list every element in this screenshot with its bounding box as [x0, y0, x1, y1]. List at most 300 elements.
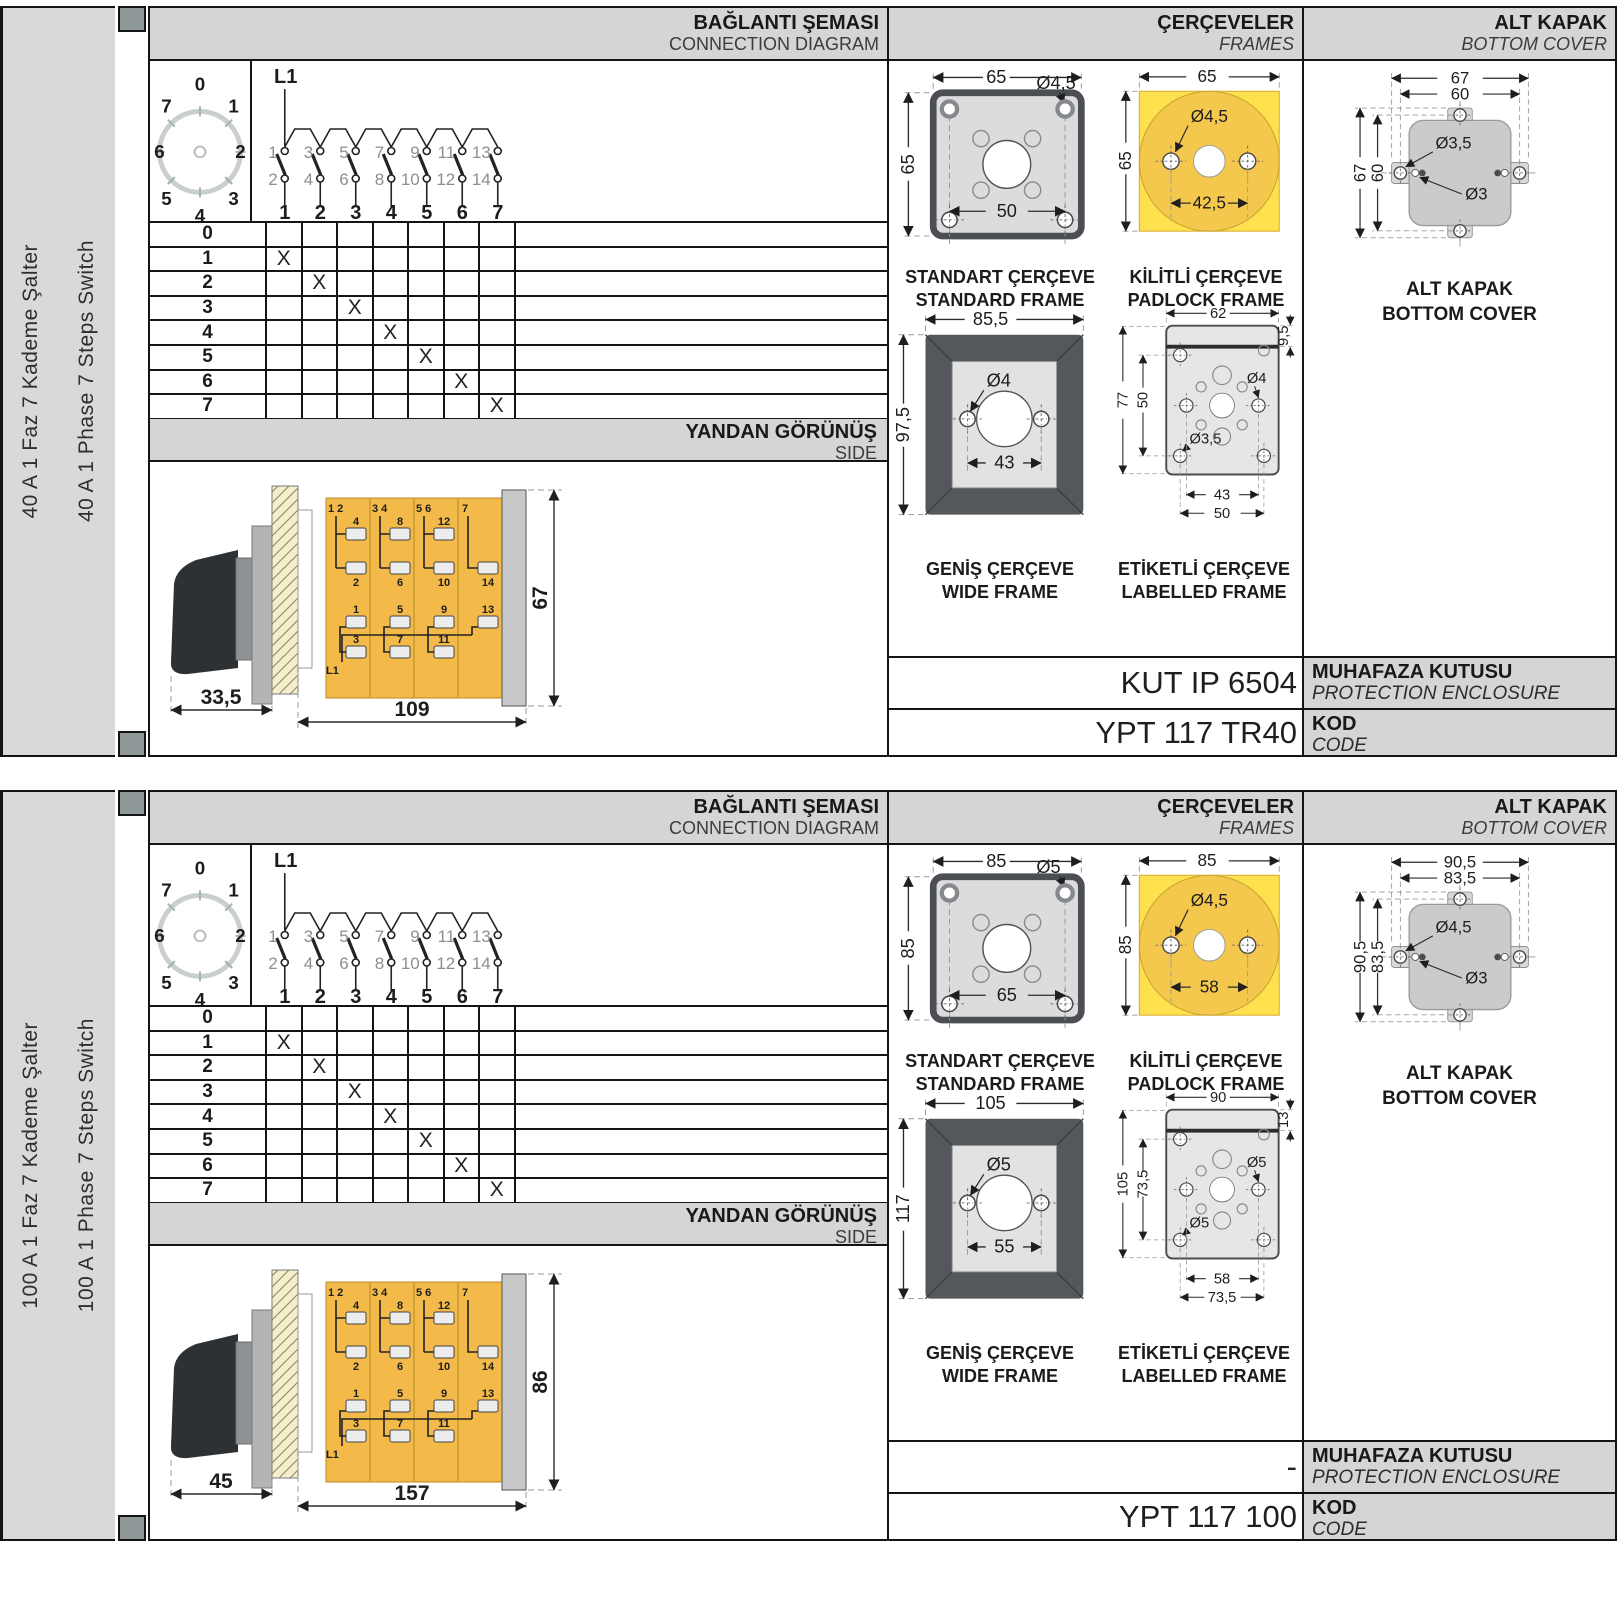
terminal-num: 8 [396, 1300, 404, 1312]
table-row [150, 395, 887, 420]
padlock-frame-drawing [1115, 66, 1300, 251]
dial-position-label: 2 [235, 924, 246, 946]
rotary-dial-cell [150, 61, 252, 221]
product-name-en: 40 A 1 Phase 7 Steps Switch [75, 240, 98, 523]
header-bottom-cover [1304, 792, 1615, 843]
feed-label: L1 [274, 66, 298, 88]
table-cell [480, 223, 516, 246]
terminal-number: 1 [268, 143, 278, 162]
terminal-number: 3 [303, 927, 314, 946]
caption-en: STANDARD FRAME [915, 289, 1085, 310]
caption-tr: KİLİTLİ ÇERÇEVE [1129, 1051, 1283, 1071]
table-row [150, 223, 887, 248]
table-cell [374, 1081, 410, 1104]
table-cell [409, 1007, 445, 1030]
dim-hole-tr: Ø5 [1246, 1155, 1267, 1172]
terminal-num: 14 [481, 577, 495, 589]
product-name-tr: 100 A 1 Faz 7 Kademe Şalter [19, 1022, 42, 1309]
header-frames-tr: ÇERÇEVELER [1157, 12, 1294, 34]
contact-mark: X [480, 395, 516, 418]
terminal-number: 5 [339, 143, 349, 162]
table-cell [303, 1155, 339, 1178]
caption-tr: ETİKETLİ ÇERÇEVE [1117, 559, 1291, 579]
terminal-num: 12 [437, 1300, 451, 1312]
terminal-num: 2 [352, 1361, 360, 1373]
table-cell [445, 1032, 481, 1055]
connection-schematic [252, 845, 887, 1005]
table-cell [338, 1155, 374, 1178]
position-contact-table [150, 1005, 887, 1204]
position-label: 4 [150, 321, 267, 344]
terminal-number: 6 [339, 170, 349, 189]
terminal-number: 2 [268, 170, 278, 189]
shaft-hole [977, 391, 1032, 446]
terminal-number: 14 [471, 170, 491, 189]
registration-mark-bottom [118, 1515, 146, 1541]
dim-outer-h: 90,5 [1350, 940, 1370, 974]
table-cell [303, 223, 339, 246]
contact-column-number: 3 [350, 202, 362, 221]
side-view-title-en: SIDE [834, 443, 877, 463]
header-cover-en: BOTTOM COVER [1461, 34, 1607, 54]
position-label: 5 [150, 1130, 267, 1153]
terminal-num: 3 [352, 1418, 360, 1430]
column-divider-right [1302, 792, 1304, 1539]
dim-frame-inner: 65 [996, 984, 1017, 1005]
table-cell [480, 1081, 516, 1104]
caption-en: WIDE FRAME [942, 1365, 1058, 1386]
enclosure-label-tr: MUHAFAZA KUTUSU [1312, 661, 1513, 683]
table-cell [409, 1155, 445, 1178]
table-cell [303, 1007, 339, 1030]
header-connection-diagram [150, 8, 887, 59]
side-view-header [150, 1203, 887, 1246]
terminal-num: 2 [352, 577, 360, 589]
table-cell [480, 1155, 516, 1178]
table-row [150, 1032, 887, 1057]
table-cell [480, 321, 516, 344]
dim-frame-w: 85,5 [972, 309, 1009, 330]
mounting-wall [272, 1270, 298, 1478]
table-cell [409, 248, 445, 271]
dim-frame-inner: 58 [1199, 976, 1219, 997]
terminal-num: 11 [438, 634, 450, 646]
table-cell [445, 1130, 481, 1153]
terminal-number: 2 [268, 954, 278, 973]
terminal-num: 13 [481, 604, 495, 616]
dim-frame-hole: Ø5 [1036, 856, 1061, 877]
dim-strip: 13 [1275, 1111, 1292, 1128]
position-label: 4 [150, 1105, 267, 1128]
table-filler [516, 1056, 888, 1079]
feed-label: L1 [274, 850, 298, 872]
end-cap [502, 1274, 526, 1490]
dial-position-label: 5 [161, 188, 172, 210]
caption-tr: ALT KAPAK [1406, 279, 1513, 300]
product-sidebar [0, 790, 115, 1541]
terminal-num: 14 [481, 1361, 495, 1373]
caption-en: WIDE FRAME [942, 581, 1058, 602]
caption-en: STANDARD FRAME [915, 1073, 1085, 1094]
code-label-tr: KOD [1312, 1497, 1357, 1519]
table-cell [409, 1056, 445, 1079]
table-cell [409, 321, 445, 344]
table-cell [480, 272, 516, 295]
dim-frame-h: 105 [1115, 1171, 1132, 1197]
product-name-tr-wrap [3, 792, 59, 1539]
table-cell [338, 1105, 374, 1128]
table-cell [374, 1130, 410, 1153]
labelled-frame-caption [1104, 558, 1304, 603]
contact-mark: X [374, 1105, 410, 1128]
table-cell [303, 371, 339, 394]
dim-frame-w: 65 [986, 67, 1007, 88]
dial-position-label: 0 [194, 857, 206, 879]
position-label: 2 [150, 1056, 267, 1079]
dim-frame-w: 85 [1197, 850, 1217, 871]
dim-inner-h: 83,5 [1367, 940, 1387, 974]
header-frames-en: FRAMES [1218, 818, 1294, 838]
table-cell [374, 248, 410, 271]
dim-hole-tr: Ø4 [1246, 371, 1267, 388]
table-cell [445, 248, 481, 271]
side-view-title-en: SIDE [834, 1227, 877, 1247]
wide-frame-drawing [892, 308, 1112, 528]
dial-position-label: 3 [228, 972, 239, 994]
code-value-cell [889, 1492, 1302, 1539]
terminal-num: 9 [440, 1388, 448, 1400]
dim-depth: 33,5 [200, 686, 242, 709]
header-bottom-cover [1304, 8, 1615, 59]
code-label-cell [1304, 708, 1615, 755]
table-row [150, 1056, 887, 1081]
terminal-number: 1 [268, 927, 278, 946]
side-feed-label: L1 [326, 665, 339, 677]
table-cell [445, 321, 481, 344]
dim-inner-h: 60 [1367, 163, 1387, 183]
product-name-en: 100 A 1 Phase 7 Steps Switch [75, 1018, 98, 1313]
terminal-head: 3 4 [372, 503, 388, 515]
terminal-num: 13 [481, 1388, 495, 1400]
dim-length: 157 [394, 1482, 430, 1505]
contact-column-number: 1 [279, 202, 291, 221]
dim-outer-w: 90,5 [1443, 852, 1477, 872]
dim-inner-w: 83,5 [1443, 868, 1477, 888]
table-filler [516, 321, 888, 344]
contact-column-number: 7 [492, 986, 504, 1005]
terminal-num: 4 [352, 1300, 360, 1312]
enclosure-code: - [1286, 1449, 1297, 1484]
table-cell [409, 272, 445, 295]
dial-position-label: 0 [194, 73, 206, 95]
contact-chain [268, 913, 503, 1005]
contact-mark: X [303, 1056, 339, 1079]
bottom-cover-drawing [1346, 66, 1574, 272]
standard-frame-caption [889, 266, 1111, 311]
enclosure-label-cell [1304, 1440, 1615, 1492]
table-row [150, 321, 887, 346]
content-frame [148, 790, 1617, 1541]
position-label: 5 [150, 346, 267, 369]
product-code: YPT 117 100 [1118, 1498, 1297, 1534]
dim-hole-big: Ø3,5 [1435, 133, 1472, 153]
terminal-num: 6 [396, 1361, 404, 1373]
terminal-number: 8 [374, 954, 385, 973]
header-frames-tr: ÇERÇEVELER [1157, 796, 1294, 818]
dim-height: 86 [529, 1370, 552, 1394]
dim-frame-w: 85 [986, 851, 1007, 872]
table-cell [338, 1032, 374, 1055]
dim-frame-w: 65 [1197, 66, 1217, 87]
dial-position-label: 5 [161, 972, 172, 994]
table-cell [374, 395, 410, 418]
product-section [0, 788, 1623, 1543]
table-cell [267, 1130, 303, 1153]
table-filler [516, 1155, 888, 1178]
terminal-num: 1 [352, 1388, 360, 1400]
table-cell [338, 1130, 374, 1153]
dial-position-label: 7 [161, 95, 172, 117]
bottom-cover-caption [1304, 278, 1615, 327]
enclosure-label-cell [1304, 656, 1615, 708]
table-cell [445, 346, 481, 369]
table-row [150, 1130, 887, 1155]
terminal-number: 11 [437, 143, 456, 162]
table-filler [516, 297, 888, 320]
front-plate [252, 526, 272, 704]
dim-a: 43 [1213, 487, 1231, 504]
terminal-number: 6 [339, 954, 349, 973]
terminal-num: 10 [437, 577, 451, 589]
caption-tr: ALT KAPAK [1406, 1063, 1513, 1084]
terminal-number: 3 [303, 143, 314, 162]
contact-column-number: 5 [421, 986, 433, 1005]
caption-tr: STANDART ÇERÇEVE [905, 1051, 1095, 1071]
table-filler [516, 1130, 888, 1153]
dial-position-label: 2 [235, 140, 246, 162]
dim-frame-w: 90 [1209, 1089, 1227, 1106]
standard-frame-drawing [895, 66, 1110, 262]
switch-handle [171, 550, 238, 674]
terminal-number: 4 [303, 954, 314, 973]
contact-column-number: 3 [350, 986, 362, 1005]
table-filler [516, 371, 888, 394]
position-label: 2 [150, 272, 267, 295]
terminal-number: 13 [471, 927, 491, 946]
dim-frame-hole: Ø4,5 [1190, 889, 1228, 910]
table-cell [374, 272, 410, 295]
table-cell [303, 321, 339, 344]
table-filler [516, 1007, 888, 1030]
enclosure-label-en: PROTECTION ENCLOSURE [1312, 1467, 1561, 1488]
header-band [150, 792, 1615, 845]
side-view [150, 464, 887, 755]
table-cell [303, 1179, 339, 1202]
terminal-head: 1 2 [328, 1287, 344, 1299]
table-filler [516, 1179, 888, 1202]
caption-en: PADLOCK FRAME [1127, 289, 1285, 310]
table-row [150, 1155, 887, 1180]
dim-frame-h: 65 [1115, 151, 1136, 171]
table-cell [338, 1056, 374, 1079]
table-cell [445, 1007, 481, 1030]
table-cell [267, 223, 303, 246]
table-row [150, 1179, 887, 1204]
dim-height: 67 [529, 586, 552, 610]
terminal-number: 10 [400, 954, 420, 973]
terminal-num: 8 [396, 516, 404, 528]
table-row [150, 272, 887, 297]
dim-frame-hole: Ø4,5 [1190, 105, 1228, 126]
position-label: 0 [150, 223, 267, 246]
schematic-cell [252, 61, 887, 221]
terminal-num: 1 [352, 604, 360, 616]
bottom-cover-caption [1304, 1062, 1615, 1111]
shaft-hole [1194, 929, 1226, 961]
side-view [150, 1248, 887, 1539]
mounting-wall [272, 486, 298, 694]
position-label: 3 [150, 1081, 267, 1104]
shaft-hole [983, 141, 1031, 189]
table-cell [303, 346, 339, 369]
product-code: YPT 117 TR40 [1095, 714, 1297, 750]
product-name-en-wrap [59, 792, 115, 1539]
code-label-cell [1304, 1492, 1615, 1539]
table-cell [267, 297, 303, 320]
handle-boss [236, 1342, 252, 1444]
table-cell [267, 272, 303, 295]
position-label: 3 [150, 297, 267, 320]
side-view-title-tr: YANDAN GÖRÜNÜŞ [685, 421, 877, 443]
product-name-tr: 40 A 1 Faz 7 Kademe Şalter [19, 244, 42, 519]
contact-mark: X [409, 1130, 445, 1153]
position-contact-table [150, 221, 887, 420]
position-label: 6 [150, 371, 267, 394]
terminal-num: 3 [352, 634, 360, 646]
standard-frame-caption [889, 1050, 1111, 1095]
dim-inner-w: 60 [1450, 84, 1470, 104]
contact-mark: X [338, 1081, 374, 1104]
table-cell [338, 346, 374, 369]
table-cell [445, 1179, 481, 1202]
wide-frame-drawing [892, 1092, 1112, 1312]
header-diagram-en: CONNECTION DIAGRAM [668, 34, 879, 54]
terminal-number: 13 [471, 143, 491, 162]
handle-boss [236, 558, 252, 660]
schematic-cell [252, 845, 887, 1005]
table-cell [338, 248, 374, 271]
terminal-num: 11 [438, 1418, 450, 1430]
terminal-num: 7 [396, 1418, 404, 1430]
dim-frame-hole: Ø4,5 [1036, 72, 1076, 93]
bottom-cover-drawing [1346, 850, 1574, 1056]
rotary-dial-drawing [150, 61, 250, 221]
contact-mark: X [267, 1032, 303, 1055]
table-row [150, 297, 887, 322]
table-cell [445, 297, 481, 320]
table-cell [267, 1155, 303, 1178]
dial-position-label: 4 [194, 204, 206, 221]
table-filler [516, 1105, 888, 1128]
table-cell [480, 1056, 516, 1079]
table-cell [409, 223, 445, 246]
table-cell [409, 371, 445, 394]
dim-inner-h: 73,5 [1135, 1169, 1152, 1199]
connection-schematic [252, 61, 887, 221]
switch-handle [171, 1334, 238, 1458]
contact-chain [268, 129, 503, 221]
dim-outer-h: 67 [1350, 163, 1370, 183]
table-cell [374, 223, 410, 246]
table-cell [374, 1155, 410, 1178]
table-filler [516, 223, 888, 246]
table-filler [516, 248, 888, 271]
table-cell [445, 1105, 481, 1128]
header-band [150, 8, 1615, 61]
table-cell [480, 371, 516, 394]
wide-frame-caption [889, 1342, 1111, 1387]
table-cell [338, 395, 374, 418]
dim-a: 58 [1213, 1271, 1231, 1288]
position-label: 1 [150, 248, 267, 271]
dial-position-label: 1 [228, 879, 239, 901]
column-divider-right [1302, 8, 1304, 755]
table-cell [374, 297, 410, 320]
terminal-number: 7 [374, 927, 385, 946]
padlock-frame-drawing [1115, 850, 1300, 1035]
table-cell [409, 297, 445, 320]
table-filler [516, 1081, 888, 1104]
dim-length: 109 [394, 698, 430, 721]
table-cell [374, 1056, 410, 1079]
table-cell [409, 1032, 445, 1055]
table-cell [267, 1056, 303, 1079]
table-cell [303, 297, 339, 320]
shaft-hole [977, 1175, 1032, 1230]
shaft-hole [1194, 145, 1226, 177]
terminal-number: 8 [374, 170, 385, 189]
contact-mark: X [374, 321, 410, 344]
dim-frame-h: 85 [898, 938, 919, 959]
table-cell [267, 1179, 303, 1202]
dim-hole-small: Ø3 [1465, 968, 1488, 988]
table-cell [303, 1032, 339, 1055]
contact-column-number: 2 [314, 986, 326, 1005]
terminal-number: 12 [436, 954, 456, 973]
caption-en: LABELLED FRAME [1121, 581, 1287, 602]
column-divider-left [887, 8, 889, 755]
table-row [150, 371, 887, 396]
dial-position-label: 6 [154, 924, 165, 946]
dim-frame-w: 105 [975, 1093, 1006, 1114]
table-cell [338, 223, 374, 246]
table-cell [303, 1081, 339, 1104]
table-cell [480, 1007, 516, 1030]
caption-en: PADLOCK FRAME [1127, 1073, 1285, 1094]
dial-position-label: 4 [194, 988, 206, 1005]
position-label: 7 [150, 1179, 267, 1202]
dim-hole-small: Ø3 [1465, 184, 1488, 204]
contact-mark: X [445, 1155, 481, 1178]
terminal-num: 6 [396, 577, 404, 589]
table-filler [516, 1032, 888, 1055]
dim-frame-inner: 50 [996, 200, 1017, 221]
table-cell [445, 223, 481, 246]
caption-en: BOTTOM COVER [1382, 1087, 1537, 1109]
terminal-number: 10 [400, 170, 420, 189]
enclosure-value-cell [889, 1440, 1302, 1492]
code-label-en: CODE [1312, 1519, 1367, 1540]
